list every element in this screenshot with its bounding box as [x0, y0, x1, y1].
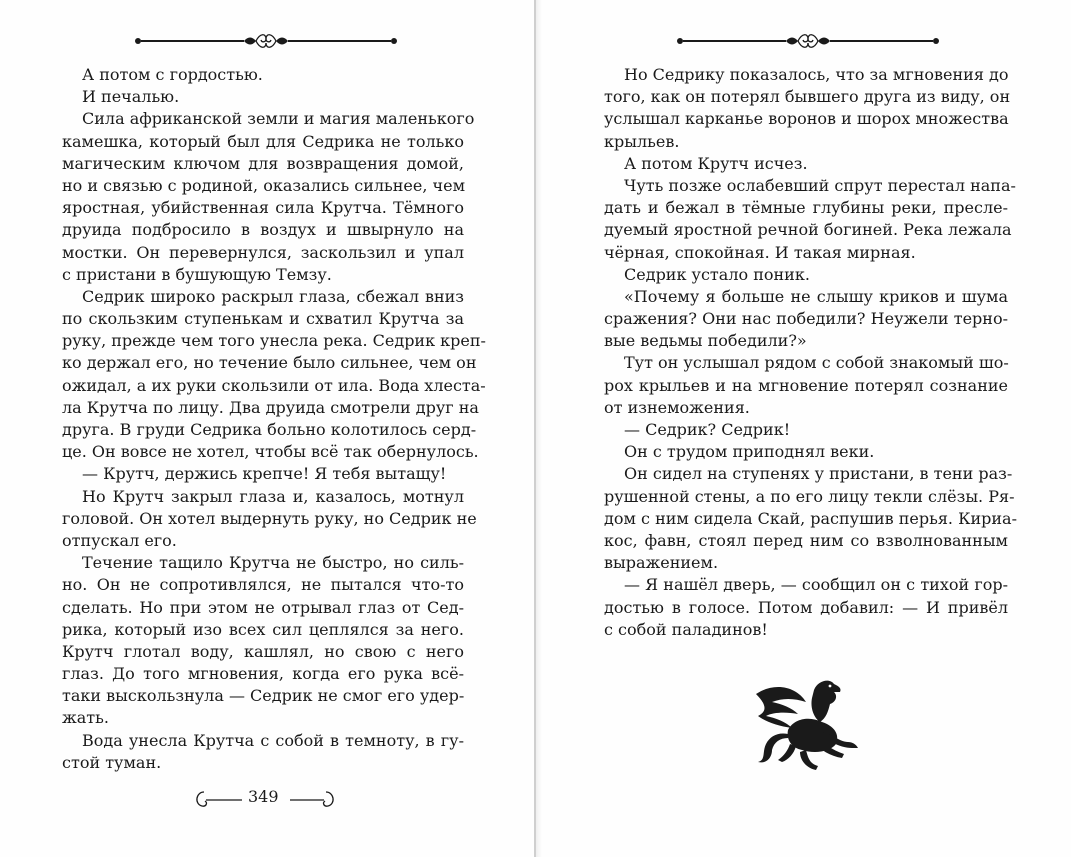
text-line: Седрик широко раскрыл глаза, сбежал вниз — [82, 286, 464, 306]
text-line: рох крыльев и на мгновение потерял сознание — [604, 375, 1008, 395]
text-line: жать. — [62, 708, 109, 728]
left-header-ornament-icon — [134, 32, 398, 50]
text-line: Он с трудом приподнял веки. — [624, 442, 875, 462]
page-number: 349 — [248, 787, 279, 806]
text-line: ожидал, а их руки скользили от ила. Вода хлеста- — [62, 375, 486, 395]
text-line: Но Крутч закрыл глаза и, казалось, мотнул — [82, 486, 464, 506]
text-line: це. Он вовсе не хотел, чтобы всё так обернулось. — [62, 442, 479, 462]
text-line: Крутч глотал воду, кашлял, но свою с него — [62, 641, 464, 661]
text-line: таки выскользнула — Седрик не смог его удер- — [62, 686, 465, 706]
text-line: Сила африканской земли и магия маленького — [82, 109, 475, 129]
right-header-ornament-icon — [676, 32, 940, 50]
text-line: друга. В груди Седрика больно колотилось серд- — [62, 420, 477, 439]
text-line: руку, прежде чем того унесла река. Седрик креп- — [62, 331, 486, 351]
text-line: выражением. — [604, 553, 719, 573]
left-page-text — [62, 64, 486, 774]
text-line: дом с ним сидела Скай, распушив перья. Кириа- — [604, 508, 1017, 528]
text-line: по скользким ступенькам и схватил Крутча за — [62, 309, 464, 329]
text-line: достью в голосе. Потом добавил: — И привёл — [604, 597, 1008, 617]
text-line: Вода унесла Крутча с собой в темноту, в гу- — [82, 730, 464, 750]
text-line: яростная, убийственная сила Крутча. Тёмного — [62, 198, 464, 218]
text-line: стой туман. — [62, 752, 162, 772]
text-line: головой. Он хотел выдернуть руку, но Седрик не — [62, 508, 477, 528]
text-line: Но Седрику показалось, что за мгновения до — [624, 65, 1009, 84]
text-line: — Я нашёл дверь, — сообщил он с тихой гор- — [624, 575, 1008, 595]
text-line: сделать. Но при этом не отрывал глаз от Сед- — [62, 597, 464, 617]
text-line: Седрик устало поник. — [624, 264, 810, 284]
text-line: но. Он не сопротивлялся, не пытался что-то — [62, 575, 464, 595]
text-line: услышал карканье воронов и шорох множества — [604, 109, 1009, 129]
text-line: мостки. Он перевернулся, заскользил и упал — [62, 242, 464, 262]
text-line: А потом Крутч исчез. — [624, 153, 808, 173]
text-line: с собой паладинов! — [604, 619, 768, 639]
text-line: с пристани в бушующую Темзу. — [62, 264, 332, 284]
text-line: но и связью с родиной, оказались сильнее, чем — [62, 175, 466, 195]
text-line: ко держал его, но течение было сильнее, чем он — [62, 353, 477, 373]
text-line: А потом с гордостью. — [82, 65, 263, 84]
text-line: ла Крутча по лицу. Два друида смотрели друг на — [62, 397, 479, 417]
text-line: дать и бежал в тёмные глубины реки, пресле- — [604, 198, 1008, 218]
text-line: отпускал его. — [62, 530, 177, 550]
text-line: глаз. До того мгновения, когда его рука всё- — [62, 664, 464, 684]
text-line: Чуть позже ослабевший спрут перестал напа- — [624, 175, 1016, 195]
text-line: кос, фавн, стоял перед ним со взволнованным — [604, 530, 1008, 550]
text-line: Он сидел на ступенях у пристани, в тени раз- — [624, 464, 1013, 484]
text-line: крыльев. — [604, 131, 680, 151]
text-line: камешка, который был для Седрика не только — [62, 131, 464, 151]
text-line: сражения? Они нас победили? Неужели терно- — [604, 309, 1008, 329]
text-line: Тут он услышал рядом с собой знакомый шо- — [624, 353, 1009, 373]
text-line: Течение тащило Крутча не быстро, но силь- — [82, 553, 464, 573]
text-line: друида подбросило в воздух и швырнуло на — [62, 220, 464, 240]
griffin-illustration-icon — [748, 672, 864, 774]
text-line: того, как он потерял бывшего друга из виду, он — [604, 87, 1011, 107]
text-line: И печалью. — [82, 87, 180, 107]
text-line: рика, который изо всех сил цеплялся за него. — [62, 619, 464, 639]
text-line: «Почему я больше не слышу криков и шума — [624, 286, 1008, 306]
text-line: дуемый яростной речной богиней. Река лежала — [604, 220, 1012, 240]
text-line: — Крутч, держись крепче! Я тебя вытащу! — [82, 464, 447, 484]
text-line: — Седрик? Седрик! — [624, 420, 791, 439]
text-line: вые ведьмы победили?» — [604, 331, 807, 351]
text-line: магическим ключом для возвращения домой, — [62, 153, 464, 173]
right-page-text — [604, 64, 1017, 641]
text-line: чёрная, спокойная. И такая мирная. — [604, 242, 916, 262]
text-line: рушенной стены, а по его лицу текли слёзы. Ря- — [604, 486, 1015, 506]
page-fold-shadow — [536, 0, 542, 857]
text-line: от изнеможения. — [604, 397, 750, 417]
